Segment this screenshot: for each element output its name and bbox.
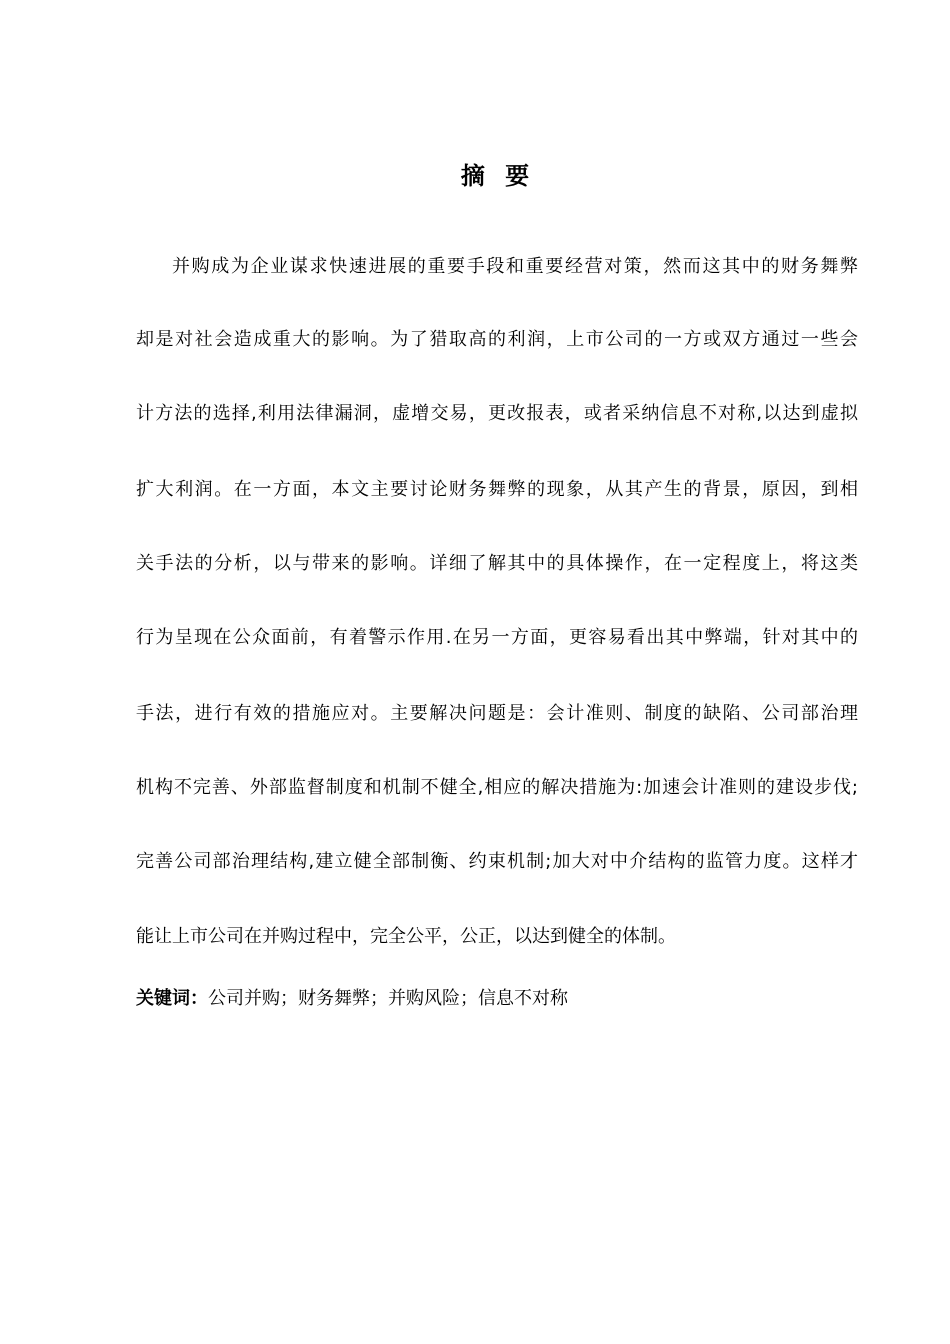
keywords-line (136, 985, 568, 1013)
abstract-line: 并购成为企业谋求快速进展的重要手段和重要经营对策，然而这其中的财务舞弊 (172, 256, 858, 277)
abstract-line: 能让上市公司在并购过程中，完全公平，公正，以达到健全的体制。 (136, 926, 676, 947)
abstract-line: 扩大利润。在一方面，本文主要讨论财务舞弊的现象，从其产生的背景，原因，到相 (136, 479, 858, 500)
abstract-line: 机构不完善、外部监督制度和机制不健全,相应的解决措施为:加速会计准则的建设步伐; (136, 777, 858, 798)
abstract-line: 完善公司部治理结构,建立健全部制衡、约束机制;加大对中介结构的监管力度。这样才 (136, 851, 858, 872)
abstract-line: 手法，进行有效的措施应对。主要解决问题是：会计准则、制度的缺陷、公司部治理 (136, 703, 858, 724)
abstract-line: 计方法的选择,利用法律漏洞，虚增交易，更改报表，或者采纳信息不对称,以达到虚拟 (136, 403, 858, 424)
abstract-line: 行为呈现在公众面前，有着警示作用.在另一方面，更容易看出其中弊端，针对其中的 (136, 627, 858, 648)
keywords-label: 关键词： (136, 988, 208, 1009)
abstract-line: 却是对社会造成重大的影响。为了猎取高的利润，上市公司的一方或双方通过一些会 (136, 329, 858, 350)
abstract-title: 摘 要 (460, 162, 536, 190)
keywords-text: 公司并购；财务舞弊；并购风险；信息不对称 (208, 988, 568, 1009)
abstract-line: 关手法的分析，以与带来的影响。详细了解其中的具体操作，在一定程度上，将这类 (136, 553, 858, 574)
